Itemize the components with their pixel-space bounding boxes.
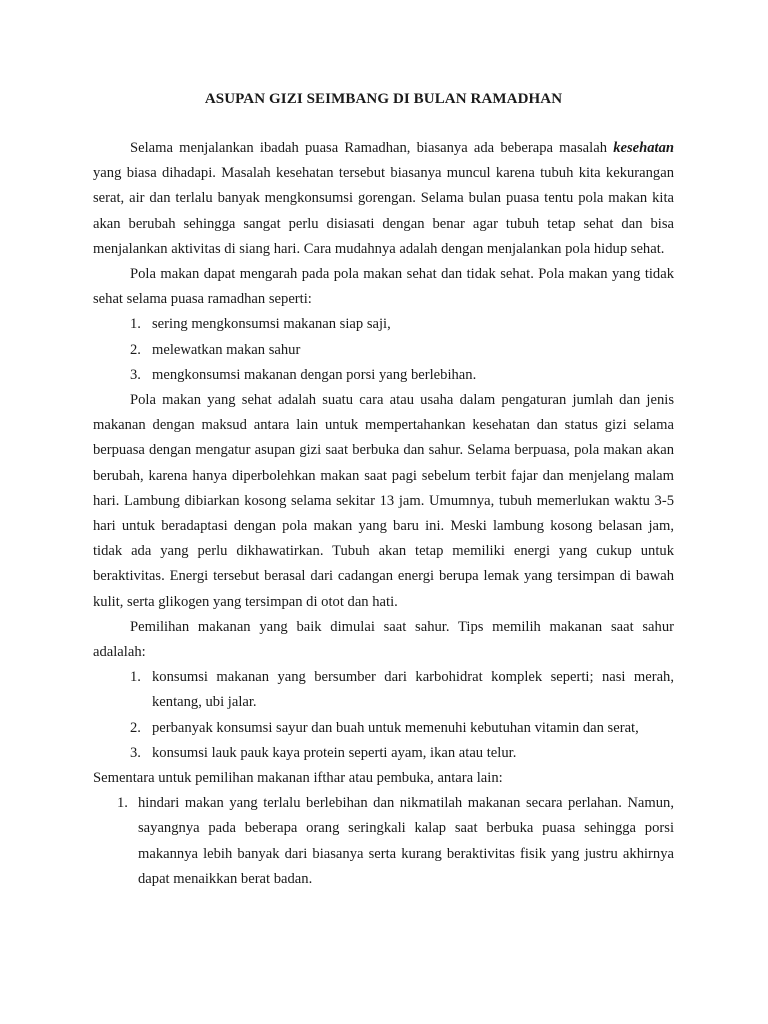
list-item — [93, 791, 674, 892]
list-number: 1. — [117, 795, 128, 812]
list-number: 1. — [130, 669, 141, 686]
list-number: 3. — [130, 366, 141, 383]
paragraph-ifthar-intro: Sementara untuk pemilihan makanan ifthar atau pembuka, antara lain: — [93, 770, 503, 787]
list-number: 3. — [130, 744, 141, 761]
list-item — [93, 741, 674, 766]
list-text: konsumsi makanan yang bersumber dari karbohidrat komplek seperti; nasi merah, kentang, ubi jalar. — [152, 669, 674, 711]
paragraph-intro-end: yang biasa dihadapi. Masalah kesehatan tersebut biasanya muncul karena tubuh kita kekurangan serat, air dan terlalu banyak mengkonsumsi gorengan. Selama bulan puasa tentu pola makan kita akan berubah sehingga sangat perlu disiasati dengan benar agar tubuh tetap sehat dan bisa menjalankan aktivitas di siang hari. Cara mudahnya adalah dengan menjalankan pola hidup sehat. — [93, 165, 674, 257]
list-item — [93, 716, 674, 741]
list-number: 2. — [130, 341, 141, 358]
list-item — [93, 363, 674, 388]
list-item — [93, 312, 674, 337]
paragraph-intro — [93, 136, 674, 262]
paragraph-intro-start: Selama menjalankan ibadah puasa Ramadhan, biasanya ada beberapa masalah — [130, 140, 614, 156]
list-unhealthy-habits — [93, 312, 674, 388]
paragraph-sahur-tips: Pemilihan makanan yang baik dimulai saat sahur. Tips memilih makanan saat sahur adalalah: — [93, 618, 674, 661]
list-item — [93, 665, 674, 715]
list-ifthar-tips — [93, 791, 674, 892]
paragraph-pola-makan: Pola makan dapat mengarah pada pola makan sehat dan tidak sehat. Pola makan yang tidak sehat selama puasa ramadhan seperti: — [93, 266, 674, 308]
list-item — [93, 338, 674, 363]
list-text: sering mengkonsumsi makanan siap saji, — [152, 316, 391, 333]
list-number: 2. — [130, 719, 141, 736]
list-text: mengkonsumsi makanan dengan porsi yang berlebihan. — [152, 366, 477, 383]
paragraph-healthy-diet: Pola makan yang sehat adalah suatu cara atau usaha dalam pengaturan jumlah dan jenis makanan dengan maksud antara lain untuk mempertahankan kesehatan dan status gizi selama berpuasa dengan mengatur asupan gizi saat berbuka dan sahur. Selama berpuasa, pola makan akan berubah, karena hanya diperbolehkan makan saat pagi sebelum terbit fajar dan menjelang malam hari. Lambung dibiarkan kosong selama sekitar 13 jam. Umumnya, tubuh memerlukan waktu 3-5 hari untuk beradaptasi dengan pola makan yang baru ini. Meski lambung kosong belasan jam, tidak ada yang perlu dikhawatirkan. Tubuh akan tetap memiliki energi yang cukup untuk beraktivitas. Energi tersebut berasal dari cadangan energi berupa lemak yang tersimpan di bawah kulit, serta glikogen yang tersimpan di otot dan hati. — [93, 392, 674, 610]
list-text: melewatkan makan sahur — [152, 341, 301, 358]
list-sahur-tips — [93, 665, 674, 766]
keyword-kesehatan: kesehatan — [613, 140, 674, 156]
document-title: ASUPAN GIZI SEIMBANG DI BULAN RAMADHAN — [204, 91, 563, 107]
list-text: konsumsi lauk pauk kaya protein seperti ayam, ikan atau telur. — [152, 744, 517, 761]
list-text: perbanyak konsumsi sayur dan buah untuk memenuhi kebutuhan vitamin dan serat, — [152, 719, 639, 736]
list-number: 1. — [130, 316, 141, 333]
list-text: hindari makan yang terlalu berlebihan dan nikmatilah makanan secara perlahan. Namun, sayangnya pada beberapa orang seringkali kalap saat berbuka puasa sehingga porsi makannya lebih banyak dari biasanya serta kurang beraktivitas fisik yang justru akhirnya dapat menaikkan berat badan. — [138, 795, 674, 887]
